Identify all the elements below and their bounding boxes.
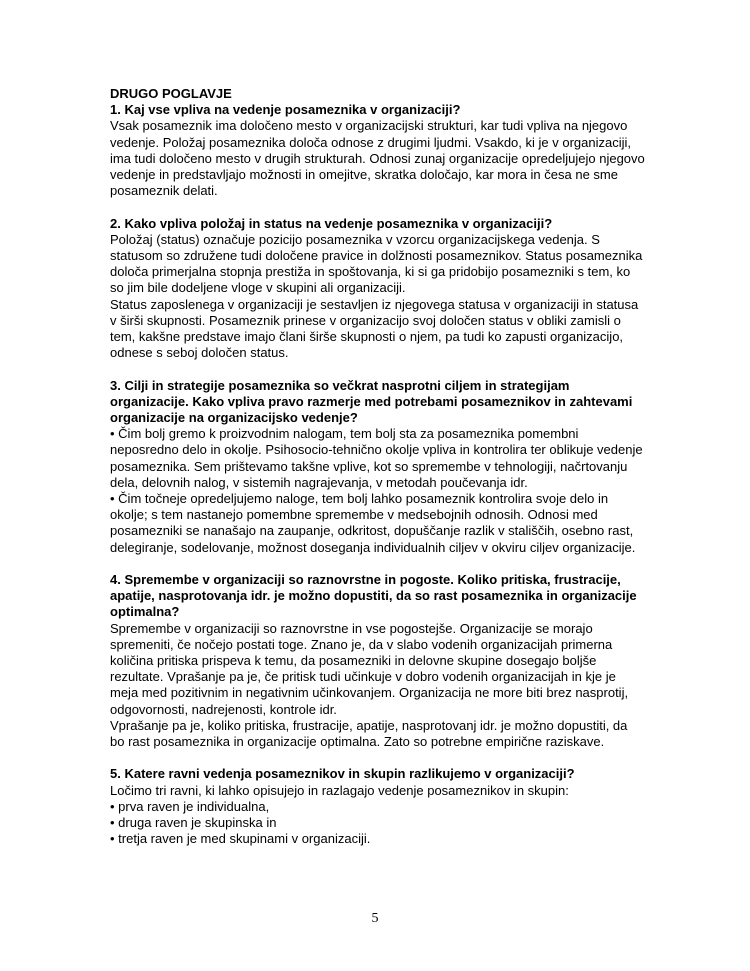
section-heading: 1. Kaj vse vpliva na vedenje posameznika v organizaciji? [110,102,461,118]
chapter-title: DRUGO POGLAVJE [110,86,232,101]
paragraph: Položaj (status) označuje pozicijo posameznika v vzorcu organizacijskega vedenja. S statusom so združene tudi določene pravice in dolžnosti posameznikov. Status posameznika določa primerjalna stopnja prestiža in spoštovanja, ki si ga pridobijo posamezniki s tem, ko so jim bile dodeljene vloge v skupini ali organizaciji. [110,231,643,296]
paragraph: Status zaposlenega v organizaciji je sestavljen iz njegovega statusa v organizaciji in statusa v širši skupnosti. Posameznik prinese v organizacijo svoj določen status v obliki zamisli o tem, kakšne predstave imajo člani širše skupnosti o njem, pa tudi ko zapusti organizacijo, odnese s seboj določen status. [110,296,639,361]
document-body [110,86,645,864]
section-heading: 2. Kako vpliva položaj in status na vedenje posameznika v organizaciji? [110,215,553,231]
paragraph: Vsak posameznik ima določeno mesto v organizacijski strukturi, kar tudi vpliva na njegovo vedenje. Položaj posameznika določa odnose z drugimi ljudmi. Vsakdo, ki je v organizaciji, ima tudi določeno mesto v drugih strukturah. Odnosi zunaj organizacije opredeljujejo njegovo vedenje in predstavljajo možnosti in omejitve, skratka določajo, kar mora in česa ne sme posameznik delati. [110,118,645,199]
bullet-list [110,799,645,848]
paragraph: Ločimo tri ravni, ki lahko opisujejo in razlagajo vedenje posameznikov in skupin: [110,782,569,798]
section-heading: 4. Spremembe v organizaciji so raznovrstne in pogoste. Koliko pritiska, frustracije, apatije, nasprotovanja idr. je možno dopustiti, da so rast posameznika in organizacije optimalna? [110,572,637,620]
paragraph: Spremembe v organizaciji so raznovrstne in vse pogostejše. Organizacije se morajo spremeniti, če nočejo postati toge. Znano je, da v slabo vodenih organizacijah primerna količina pritiska prispeva k temu, da posamezniki in delovne skupine dosegajo boljše rezultate. Vprašanje pa je, če pritisk tudi učinkuje v dobro vodenih organizacijah in kje je meja med pozitivnim in negativnim učinkovanjem. Organizacija ne more biti brez nasprotij, odgovornosti, nadrejenosti, kontrole idr. [110,620,629,717]
bullet-item: • druga raven je skupinska in [110,815,645,831]
section-4 [110,572,645,750]
bullet-list [110,426,645,556]
section-heading: 3. Cilji in strategije posameznika so večkrat nasprotni ciljem in strategijam organizacije. Kako vpliva pravo razmerje med potrebami posameznikov in zahtevami organizacije na organizacijsko vedenje? [110,377,633,426]
section-3 [110,378,645,556]
bullet-item: • tretja raven je med skupinami v organizaciji. [110,831,645,847]
section-1 [110,102,645,199]
bullet-item: • Čim bolj gremo k proizvodnim nalogam, tem bolj sta za posameznika pomembni neposredno delo in okolje. Psihosocio-tehnično okolje vpliva in kontrolira ter oblikuje vedenje posameznika. Sem prištevamo takšne vplive, kot so spremembe v tehnologiji, načrtovanju dela, delovnih nalog, v sistemih nagrajevanja, v metodah poučevanja idr. [110,426,645,491]
section-heading: 5. Katere ravni vedenja posameznikov in skupin razlikujemo v organizaciji? [110,766,575,782]
bullet-item: • Čim točneje opredeljujemo naloge, tem bolj lahko posameznik kontrolira svoje delo in okolje; s tem nastanejo pomembne spremembe v medsebojnih odnosih. Odnosi med posamezniki se nanašajo na zaupanje, odkritost, dopuščanje razlik v stališčih, osebno rast, delegiranje, sodelovanje, možnost doseganja individualnih ciljev v okviru ciljev organizacije. [110,491,645,556]
paragraph: Vprašanje pa je, koliko pritiska, frustracije, apatije, nasprotovanj idr. je možno dopustiti, da bo rast posameznika in organizacije optimalna. Zato so potrebne empirične raziskave. [110,717,628,750]
section-5 [110,766,645,847]
bullet-item: • prva raven je individualna, [110,799,645,815]
page-number: 5 [371,911,379,926]
section-2 [110,216,645,362]
